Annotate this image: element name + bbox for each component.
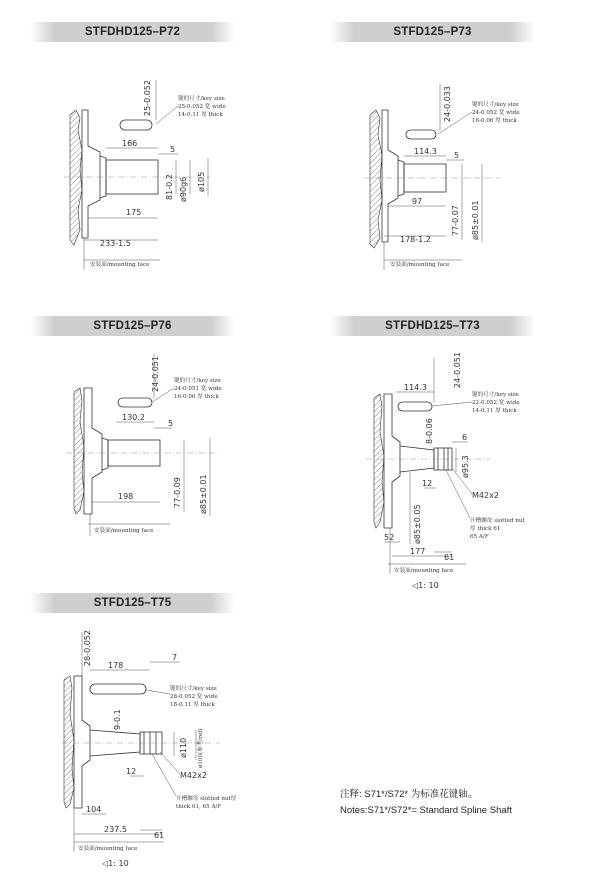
label-key-wide: 24-0.051 宽 wide [174, 386, 222, 392]
drawing-t73 [360, 352, 580, 592]
dim-52: 52 [384, 533, 395, 542]
flange-hatch [74, 388, 84, 514]
dim-61: 61 [444, 553, 455, 562]
dim-105: ø105 [197, 171, 206, 192]
dim-key-height: 24-0.051 [151, 356, 160, 392]
label-nut-3: 65 A/F [470, 534, 489, 540]
label-key-size: 键的尺寸/key size [472, 102, 519, 108]
label-key-size: 键的尺寸/key size [170, 686, 217, 692]
dim-178: 178 [108, 661, 124, 670]
label-key-wide: 28-0.052 宽 wide [170, 694, 218, 700]
label-mounting-face: 安装面/mounting face [94, 528, 154, 534]
label-nut-1: 开槽螺母 slotted nut厚 [176, 796, 237, 802]
label-key-thick: 16-0.06 厚 thick [472, 118, 517, 124]
label-mounting-face: 安装面/mounting face [390, 262, 450, 268]
dim-130-2: 130.2 [122, 413, 145, 422]
label-key-size: 键的尺寸/key size [178, 96, 225, 102]
drawing-p76 [60, 352, 260, 542]
title-p76: STFD125–P76 [30, 316, 235, 336]
dim-85: ø85±0.01 [199, 474, 208, 514]
dim-key-height: 28-0.052 [83, 630, 92, 666]
dim-177: 177 [410, 547, 426, 556]
flange-hatch [370, 110, 382, 248]
dim-8: 8-0.06 [425, 418, 434, 444]
dim-104: 104 [86, 805, 102, 814]
dim-114-3: 114.3 [404, 383, 427, 392]
dim-175: 175 [126, 208, 142, 217]
title-t75: STFD125–T75 [30, 593, 235, 613]
dim-81: 81-0.2 [165, 174, 174, 200]
notes-cn: 注释: S71*/S72* 为标准花键轴。 [340, 789, 478, 800]
dim-5: 5 [170, 145, 176, 154]
label-key-thick: 18-0.11 厚 thick [170, 702, 215, 708]
dim-85: ø85±0.05 [413, 504, 422, 544]
dim-6: 6 [462, 433, 468, 442]
label-nut-2: thick 61, 65 A/F [176, 804, 222, 810]
label-nut-1: 开槽螺母 slotted nut [470, 518, 525, 524]
flange-hatch [64, 676, 74, 808]
label-key-size: 键的尺寸/key size [174, 378, 221, 384]
dim-61: 61 [154, 831, 165, 840]
drawing-p72 [60, 60, 260, 280]
label-taper: ◁1: 10 [102, 859, 129, 868]
dim-90g6: ø90g6 [179, 176, 188, 202]
dim-110: ø110 [179, 737, 188, 758]
title-p73: STFD125–P73 [330, 22, 535, 42]
label-key-wide: 25-0.052 宽 wide [178, 104, 226, 110]
label-nut-2: 厚 thick 61 [470, 526, 501, 532]
dim-114-3: 114.3 [414, 147, 437, 156]
dim-key-height: 24-0.051 [453, 352, 462, 388]
title-t73: STFDHD125–T73 [330, 316, 535, 336]
dim-key-height: 24-0.033 [443, 86, 452, 122]
dim-85: ø85±0.01 [471, 200, 480, 240]
label-mounting-face: 安装面/mounting face [394, 568, 454, 574]
dim-key-height: 25-0.052 [143, 80, 152, 116]
label-key-thick: 16-0.06 厚 thick [174, 394, 219, 400]
flange-hatch [70, 110, 82, 245]
label-mounting-face: 安装面/mounting face [78, 846, 138, 852]
dim-5: 5 [454, 151, 460, 160]
drawing-t75 [60, 628, 280, 878]
dim-178: 178-1.2 [400, 235, 431, 244]
dim-237-5: 237.5 [104, 825, 127, 834]
dim-198: 198 [118, 492, 134, 501]
title-p72: STFDHD125–P72 [30, 22, 235, 42]
dim-12: 12 [126, 767, 137, 776]
dim-100-ref: ø100(参考/ref) [198, 728, 204, 768]
label-m42: M42x2 [472, 491, 499, 500]
dim-77: 77-0.07 [451, 205, 460, 236]
dim-233: 233-1.5 [100, 239, 131, 248]
notes-en: Notes:S71*/S72*= Standard Spline Shaft [340, 805, 512, 816]
dim-97: 97 [412, 197, 423, 206]
label-key-thick: 14-0.11 厚 thick [178, 112, 223, 118]
dim-7: 7 [172, 653, 178, 662]
dim-5: 5 [168, 419, 174, 428]
label-key-wide: 24-0.052 宽 wide [472, 110, 520, 116]
label-key-wide: 22-0.052 宽 wide [472, 400, 520, 406]
dim-12: 12 [422, 479, 433, 488]
flange-hatch [374, 394, 384, 528]
dim-9: 9-0.1 [113, 709, 122, 730]
dim-166: 166 [122, 139, 138, 148]
label-key-thick: 14-0.11 厚 thick [472, 408, 517, 414]
dim-77: 77-0.09 [173, 477, 182, 508]
label-m42: M42x2 [180, 771, 207, 780]
label-taper: ◁1: 10 [412, 581, 439, 590]
label-mounting-face: 安装面/mounting face [90, 262, 150, 268]
dim-95-3: ø95.3 [461, 455, 470, 478]
label-key-size: 键的尺寸/key size [472, 392, 519, 398]
drawing-p73 [360, 60, 560, 280]
